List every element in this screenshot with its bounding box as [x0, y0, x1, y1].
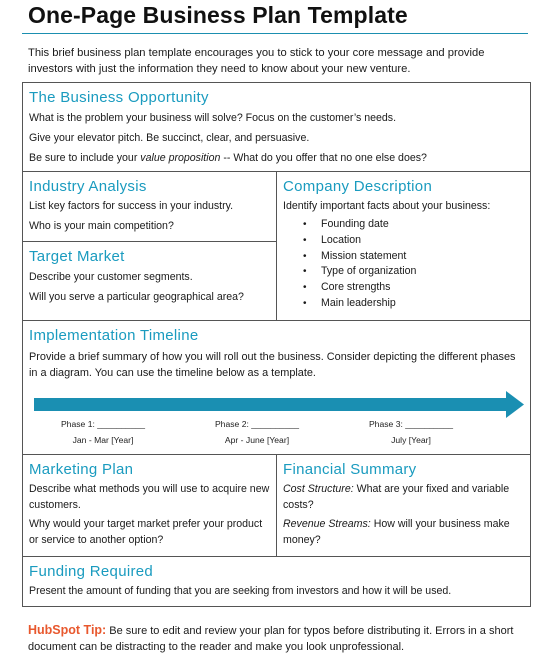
business-opportunity-section: [22, 82, 531, 172]
value-proposition-emphasis: value proposition: [140, 152, 221, 164]
section-heading: Target Market: [29, 248, 125, 265]
body-text-prefix: Be sure to include your: [29, 152, 141, 164]
body-text-suffix: -- What do you offer that no one else does?: [220, 152, 427, 164]
body-text: What is the problem your business will solve? Focus on the customer’s needs.: [29, 112, 397, 124]
hubspot-tip: [28, 622, 528, 655]
body-text: List key factors for success in your industry.: [29, 200, 234, 212]
body-text: [29, 151, 524, 165]
section-heading: Company Description: [283, 178, 433, 195]
company-fact-item: • Core strengths: [299, 280, 524, 296]
tip-text: Be sure to edit and review your plan for typos before distributing it. Errors in a short document can be distracting to the reader and make you look unprofessional.: [28, 625, 514, 653]
funding-required-section: [22, 556, 531, 607]
tip-label: HubSpot Tip:: [28, 623, 107, 637]
phase-range: Jan - Mar [Year]: [72, 435, 134, 445]
body-text: Why would your target market prefer your product or service to another option?: [29, 518, 263, 546]
body-text: Identify important facts about your business:: [283, 200, 491, 212]
company-fact-item: • Founding date: [299, 217, 524, 233]
revenue-streams-text: How will your business make money?: [283, 518, 510, 546]
timeline-arrow-shaft: [34, 398, 508, 411]
section-heading: Funding Required: [29, 563, 154, 580]
section-heading: The Business Opportunity: [29, 89, 209, 106]
body-text: Who is your main competition?: [29, 220, 174, 232]
timeline-arrow-head: [506, 391, 524, 418]
target-market-section: [22, 241, 277, 321]
phase-label: Phase 2: __________: [214, 419, 300, 429]
title-divider: [22, 33, 528, 34]
company-fact-item: • Location: [299, 233, 524, 249]
financial-summary-section: [276, 454, 531, 557]
intro-paragraph: This brief business plan template encourages you to stick to your core message and provide investors with just the information they need to know about your new venture.: [28, 47, 485, 75]
phase-2: [202, 419, 312, 446]
section-heading: Financial Summary: [283, 461, 417, 478]
section-heading: Marketing Plan: [29, 461, 134, 478]
body-text: Give your elevator pitch. Be succinct, clear, and persuasive.: [29, 132, 310, 144]
phase-range: Apr - June [Year]: [224, 435, 290, 445]
cost-structure-text: What are your fixed and variable costs?: [283, 483, 510, 511]
company-fact-item: • Main leadership: [299, 296, 524, 312]
phase-label: Phase 1: __________: [60, 419, 146, 429]
company-fact-item: • Type of organization: [299, 264, 524, 280]
company-description-section: [276, 171, 531, 321]
body-text: Describe what methods you will use to acquire new customers.: [29, 483, 270, 511]
body-text: Will you serve a particular geographical area?: [29, 291, 244, 303]
cost-structure-label: Cost Structure:: [283, 483, 354, 495]
section-heading: Industry Analysis: [29, 178, 147, 195]
phase-range: July [Year]: [391, 435, 431, 445]
phase-label: Phase 3: __________: [368, 419, 454, 429]
timeline-arrow: [30, 390, 526, 420]
body-text: [283, 517, 524, 548]
revenue-streams-label: Revenue Streams:: [283, 518, 371, 530]
phase-1: [48, 419, 158, 446]
body-text: Present the amount of funding that you are seeking from investors and how it will be used.: [29, 585, 452, 597]
body-text: Provide a brief summary of how you will roll out the business. Consider depicting the different phases in a diagram. You can use the timeline below as a template.: [29, 351, 516, 379]
industry-analysis-section: [22, 171, 277, 242]
phase-3: [356, 419, 466, 446]
marketing-plan-section: [22, 454, 277, 557]
page-title: One-Page Business Plan Template: [28, 2, 408, 28]
company-facts-list: [299, 217, 524, 312]
section-heading: Implementation Timeline: [29, 327, 199, 344]
body-text: [283, 482, 524, 513]
company-fact-item: • Mission statement: [299, 249, 524, 265]
body-text: Describe your customer segments.: [29, 271, 193, 283]
